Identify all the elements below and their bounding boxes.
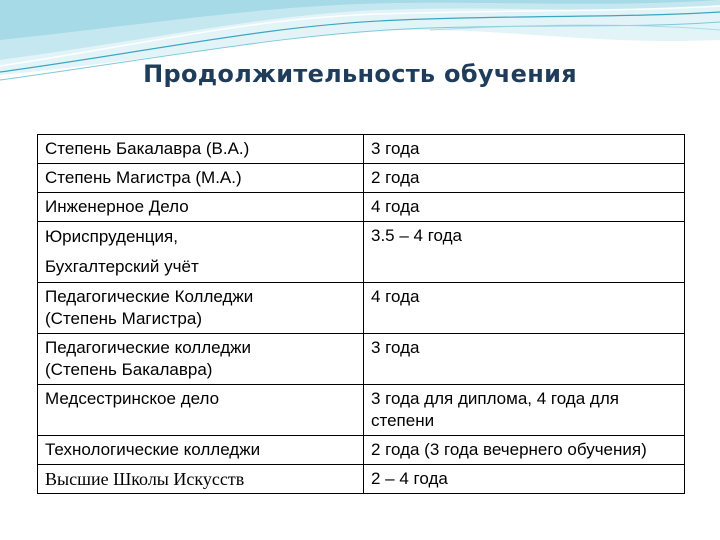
program-cell: Высшие Школы Искусств: [38, 465, 364, 494]
table-row: [38, 436, 685, 465]
program-cell: Технологические колледжи: [38, 436, 364, 465]
duration-cell: 4 года: [364, 193, 685, 222]
program-cell: Степень Магистра (M.A.): [38, 164, 364, 193]
table-row: [38, 193, 685, 222]
page-title: Продолжительность обучения: [143, 60, 577, 88]
study-duration-table: [37, 134, 685, 494]
duration-cell: 2 года (3 года вечернего обучения): [364, 436, 685, 465]
duration-cell: 3.5 – 4 года: [364, 222, 685, 283]
table-row: [38, 222, 685, 283]
table-row: [38, 164, 685, 193]
program-cell: Педагогические колледжи (Степень Бакалавра): [38, 334, 364, 385]
table-row: [38, 385, 685, 436]
duration-cell: 3 года: [364, 334, 685, 385]
duration-cell: 4 года: [364, 283, 685, 334]
duration-cell: 3 года для диплома, 4 года для степени: [364, 385, 685, 436]
table-row: [38, 283, 685, 334]
program-cell: Инженерное Дело: [38, 193, 364, 222]
program-cell: Медсестринское дело: [38, 385, 364, 436]
duration-cell: 2 – 4 года: [364, 465, 685, 494]
program-cell: Педагогические Колледжи (Степень Магистра): [38, 283, 364, 334]
table-row: [38, 465, 685, 494]
duration-cell: 2 года: [364, 164, 685, 193]
duration-cell: 3 года: [364, 135, 685, 164]
table-row: [38, 334, 685, 385]
table-row: [38, 135, 685, 164]
program-cell: Степень Бакалавра (B.A.): [38, 135, 364, 164]
program-cell: Юриспруденция, Бухгалтерский учёт: [38, 222, 364, 283]
